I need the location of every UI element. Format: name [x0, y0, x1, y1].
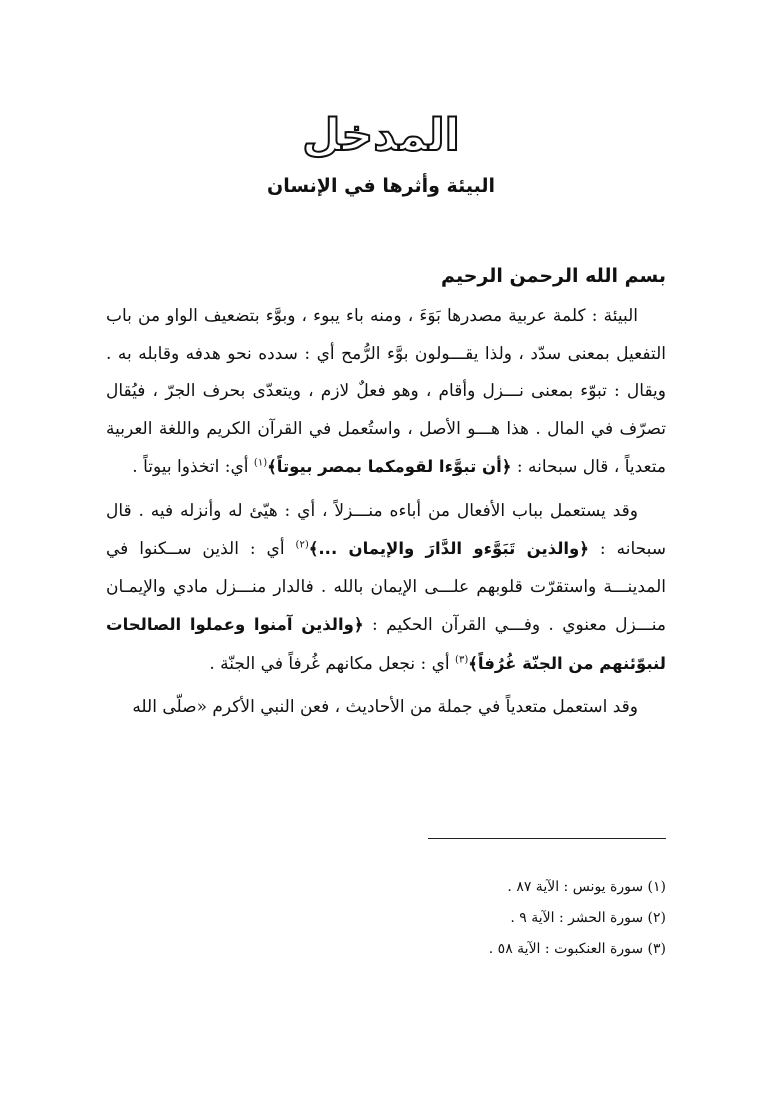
paragraph-1-text-b: أي: اتخذوا بيوتاً .: [132, 457, 254, 477]
chapter-subtitle: البيئة وأثرها في الإنسان: [266, 175, 495, 197]
main-text: [106, 258, 666, 727]
footnote-1: (١) سورة يونس : الآية ٨٧ .: [507, 879, 666, 895]
paragraph-1-text-a: البيئة : كلمة عربية مصدرها بَوَءَ ، ومنه باء يبوء ، وبوَّء بتضعيف الواو من باب التفعيل بمعنى سدّد ، ولذا يقـــولون بوَّء الرُّمح أي : سدده نحو هدفه وقابله به . ويقال : تبوّء بمعنى نـــزل وأقام ، وهو فعلٌ لازم ، ويتعدّى بحرف الجرّ ، فيُقال تصرّف في المال . هذا هـــو الأصل ، واستُعمل في القرآن الكريم واللغة العربية متعدياً ، قال سبحانه :: [106, 306, 666, 477]
footnote-ref-1: (١): [253, 457, 268, 469]
quran-verse-3: ﴿والذين آمنوا وعملوا الصالحات لنبوّئنهم من الجنّة غُرُفاً﴾: [106, 615, 666, 673]
footnote-separator: [428, 838, 666, 839]
footnote-ref-3: (٣): [455, 653, 469, 665]
footnotes: [106, 872, 666, 965]
paragraph-3: وقد استعمل متعدياً في جملة من الأحاديث ، فعن النبي الأكرم «صلّى الله: [132, 697, 638, 717]
quran-verse-1: ﴿أن تبوَّءا لقومكما بمصر بيوتاً﴾: [267, 457, 512, 476]
quran-verse-2: ﴿والذين تَبَوَّءو الدَّارَ والإيمان ...﴾: [308, 539, 589, 558]
footnote-3: (٣) سورة العنكبوت : الآية ٥٨ .: [488, 941, 666, 957]
paragraph-2-text-b: أي : الذين ســكنوا في المدينـــة واستقرّت قلوبهم علـــى الإيمان بالله . فالدار منـــزل مادي والإيمـان منـــزل معنوي . وفـــي القرآن الحكيم :: [106, 539, 667, 635]
basmala: بسم الله الرحمن الرحيم: [441, 265, 666, 287]
footnote-2: (٢) سورة الحشر : الآية ٩ .: [510, 910, 666, 926]
paragraph-1: [106, 298, 666, 487]
chapter-title: المدخل: [302, 110, 460, 161]
paragraph-2-text-a: وقد يستعمل بباب الأفعال من أباءه منـــزلاً ، أي : هيّئ له وأنزله فيه . قال سبحانه :: [106, 500, 666, 559]
footnote-ref-2: (٢): [295, 539, 309, 551]
paragraph-2: [106, 493, 666, 684]
paragraph-2-text-c: أي : نجعل مكانهم غُرفاً في الجنّة .: [209, 653, 456, 674]
